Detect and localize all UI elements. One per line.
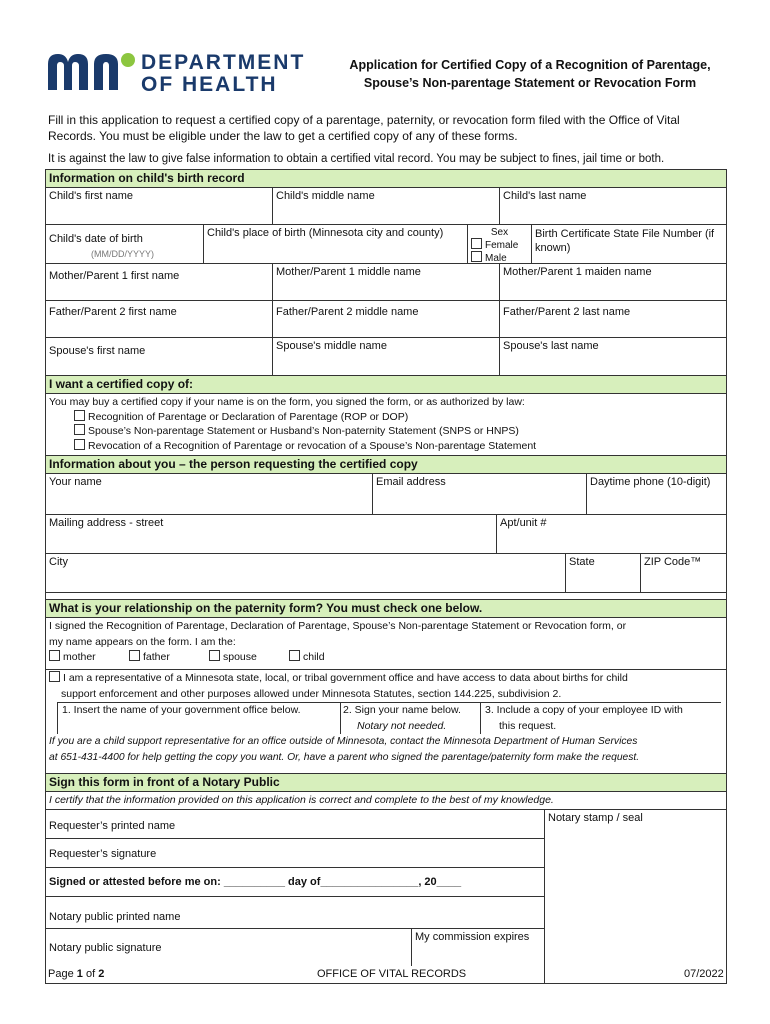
mother-maiden-field[interactable] bbox=[500, 264, 726, 300]
signed-date-field[interactable] bbox=[46, 868, 544, 897]
female-label: Female bbox=[485, 240, 519, 251]
step-3-line-1: 3. Include a copy of your employee ID with bbox=[485, 704, 683, 716]
child-dob-label: Child's date of birth bbox=[49, 233, 143, 245]
step-1: 1. Insert the name of your government office below. bbox=[57, 702, 341, 734]
notary-printed-name-field[interactable] bbox=[46, 897, 544, 929]
representative-option[interactable] bbox=[49, 671, 723, 687]
requester-signature-field[interactable] bbox=[46, 839, 544, 868]
mother-middle-label: Mother/Parent 1 middle name bbox=[276, 266, 421, 278]
child-pob-field[interactable] bbox=[204, 225, 468, 263]
child-first-name-field[interactable] bbox=[46, 188, 273, 224]
rop-label: Recognition of Parentage or Declaration of Parentage (ROP or DOP) bbox=[88, 410, 409, 423]
section-relationship-header: What is your relationship on the paternity form? You must check one below. bbox=[46, 600, 726, 618]
snps-checkbox[interactable] bbox=[74, 424, 85, 435]
mother-first-label: Mother/Parent 1 first name bbox=[49, 270, 180, 282]
rep-steps bbox=[57, 702, 723, 734]
father-last-field[interactable] bbox=[500, 301, 726, 337]
notary-stamp-label: Notary stamp / seal bbox=[548, 812, 643, 824]
requester-row-1 bbox=[46, 474, 726, 515]
spouse-first-label: Spouse's first name bbox=[49, 345, 146, 357]
section-copy-header: I want a certified copy of: bbox=[46, 376, 726, 394]
father-middle-label: Father/Parent 2 middle name bbox=[276, 306, 419, 318]
requester-row-3 bbox=[46, 554, 726, 593]
child-dob-field[interactable] bbox=[46, 225, 204, 263]
father-label: father bbox=[143, 651, 170, 663]
revocation-label: Revocation of a Recognition of Parentage or revocation of a Spouse’s Non-parentage Statement bbox=[88, 439, 537, 452]
mn-logo-icon bbox=[46, 50, 136, 92]
title-line-1: Application for Certified Copy of a Recognition of Parentage, bbox=[349, 58, 711, 72]
copy-options bbox=[46, 394, 726, 456]
spouse-first-field[interactable] bbox=[46, 338, 273, 375]
father-checkbox[interactable] bbox=[129, 650, 140, 661]
commission-expires-field[interactable] bbox=[412, 929, 544, 966]
mdh-logo bbox=[46, 50, 306, 96]
mother-middle-field[interactable] bbox=[273, 264, 500, 300]
phone-label: Daytime phone (10-digit) bbox=[590, 476, 711, 488]
step-3 bbox=[481, 702, 721, 734]
email-label: Email address bbox=[376, 476, 446, 488]
child-option[interactable] bbox=[289, 650, 369, 666]
male-label: Male bbox=[485, 253, 507, 264]
mailing-street-field[interactable] bbox=[46, 515, 497, 553]
your-name-label: Your name bbox=[49, 476, 102, 488]
female-checkbox[interactable] bbox=[471, 238, 482, 249]
copy-option-revocation[interactable] bbox=[49, 439, 723, 454]
copy-option-rop[interactable] bbox=[49, 410, 723, 425]
phone-field[interactable] bbox=[587, 474, 726, 514]
child-birth-row bbox=[46, 225, 726, 264]
spouse-checkbox[interactable] bbox=[209, 650, 220, 661]
signed-date-prefix: Signed or attested before me on: bbox=[49, 876, 221, 888]
email-field[interactable] bbox=[373, 474, 587, 514]
page-number bbox=[48, 968, 104, 980]
rop-checkbox[interactable] bbox=[74, 410, 85, 421]
step-2-line-1: 2. Sign your name below. bbox=[343, 704, 461, 716]
notary-signature-label: Notary public signature bbox=[49, 942, 162, 954]
outside-mn-note-2: at 651-431-4400 for help getting the copy you want. Or, have a parent who signed the parentage/paternity form make the request. bbox=[49, 752, 640, 763]
father-first-field[interactable] bbox=[46, 301, 273, 337]
step-2 bbox=[341, 702, 481, 734]
mother-maiden-label: Mother/Parent 1 maiden name bbox=[503, 266, 652, 278]
mother-option[interactable] bbox=[49, 650, 129, 666]
page-prefix: Page bbox=[48, 968, 74, 980]
child-label: child bbox=[303, 651, 325, 663]
footer-date: 07/2022 bbox=[684, 968, 724, 980]
department-name bbox=[141, 52, 305, 96]
section-child-header: Information on child's birth record bbox=[46, 170, 726, 188]
state-field[interactable] bbox=[566, 554, 641, 592]
spouse-last-label: Spouse's last name bbox=[503, 340, 599, 352]
bc-file-number-label: Birth Certificate State File Number (if known) bbox=[535, 228, 715, 254]
father-first-label: Father/Parent 2 first name bbox=[49, 306, 177, 318]
footer-office: OFFICE OF VITAL RECORDS bbox=[317, 968, 467, 980]
state-label: State bbox=[569, 556, 595, 568]
father-row bbox=[46, 301, 726, 338]
child-checkbox[interactable] bbox=[289, 650, 300, 661]
father-option[interactable] bbox=[129, 650, 209, 666]
copy-intro: You may buy a certified copy if your name is on the form, you signed the form, or as authorized by law: bbox=[49, 396, 525, 408]
spouse-option[interactable] bbox=[209, 650, 289, 666]
female-option[interactable] bbox=[471, 238, 528, 251]
intro-text: Fill in this application to request a certified copy of a parentage, paternity, or revocation form filed with the Office of Vital Records. You must be eligible under the law to get a certified copy of any of these forms. bbox=[48, 113, 680, 143]
child-last-name-field[interactable] bbox=[500, 188, 726, 224]
spouse-middle-label: Spouse's middle name bbox=[276, 340, 387, 352]
male-checkbox[interactable] bbox=[471, 251, 482, 262]
step-2-line-2: Notary not needed. bbox=[357, 719, 447, 732]
step-3-line-2: this request. bbox=[499, 719, 557, 732]
page-total: 2 bbox=[98, 968, 105, 980]
snps-label: Spouse’s Non-parentage Statement or Husband’s Non-paternity Statement (SNPS or HNPS) bbox=[88, 425, 519, 437]
form-title bbox=[330, 56, 730, 92]
spacer bbox=[46, 593, 726, 600]
requester-printed-name-label: Requester’s printed name bbox=[49, 820, 176, 832]
spouse-label: spouse bbox=[223, 651, 257, 663]
relationship-checkboxes bbox=[49, 650, 723, 666]
child-last-name-label: Child's last name bbox=[503, 190, 587, 202]
requester-printed-name-field[interactable] bbox=[46, 810, 544, 839]
requester-signature-label: Requester’s signature bbox=[49, 848, 157, 860]
commission-expires-label: My commission expires bbox=[415, 931, 530, 943]
page-num: 1 bbox=[76, 968, 83, 980]
city-field[interactable] bbox=[46, 554, 566, 592]
spouse-row bbox=[46, 338, 726, 376]
zip-field[interactable] bbox=[641, 554, 726, 592]
logo-line-2: OF HEALTH bbox=[141, 73, 278, 96]
notary-printed-name-label: Notary public printed name bbox=[49, 911, 181, 923]
notary-block bbox=[46, 810, 726, 983]
rep-line-1: I am a representative of a Minnesota state, local, or tribal government office and have access to data about births for child bbox=[63, 672, 628, 684]
spouse-last-field[interactable] bbox=[500, 338, 726, 375]
apt-label: Apt/unit # bbox=[500, 517, 547, 529]
sex-field bbox=[468, 225, 532, 263]
application-form bbox=[45, 169, 727, 984]
relationship-line-1: I signed the Recognition of Parentage, Declaration of Parentage, Spouse’s Non-parentage Statement or Revocation form, or bbox=[49, 620, 627, 632]
your-name-field[interactable] bbox=[46, 474, 373, 514]
logo-line-1: DEPARTMENT bbox=[141, 51, 306, 74]
child-name-row bbox=[46, 188, 726, 225]
warning-text: It is against the law to give false information to obtain a certified vital record. You may be subject to fines, jail time or both. bbox=[48, 153, 665, 165]
signed-date-blanks: __________ day of________________, 20____ bbox=[223, 876, 462, 888]
notary-stamp-area bbox=[545, 810, 726, 983]
relationship-line-2: my name appears on the form. I am the: bbox=[49, 635, 236, 648]
spouse-middle-field[interactable] bbox=[273, 338, 500, 375]
mailing-street-label: Mailing address - street bbox=[49, 517, 164, 529]
representative-section bbox=[46, 670, 726, 774]
child-first-name-label: Child's first name bbox=[49, 190, 134, 202]
rep-line-2: support enforcement and other purposes allowed under Minnesota Statutes, section 144.225, subdivision 2. bbox=[61, 687, 562, 700]
mother-first-field[interactable] bbox=[46, 264, 273, 300]
section-notary-header: Sign this form in front of a Notary Public bbox=[46, 774, 726, 792]
zip-label: ZIP Code™ bbox=[644, 556, 702, 568]
page-of: of bbox=[85, 968, 96, 980]
section-requester-header: Information about you – the person requesting the certified copy bbox=[46, 456, 726, 474]
dob-hint: (MM/DD/YYYY) bbox=[91, 249, 154, 259]
requester-row-2 bbox=[46, 515, 726, 554]
certify-statement: I certify that the information provided on this application is correct and complete to the best of my knowledge. bbox=[46, 792, 726, 810]
apt-field[interactable] bbox=[497, 515, 726, 553]
child-pob-label: Child's place of birth (Minnesota city and county) bbox=[207, 227, 444, 239]
father-middle-field[interactable] bbox=[273, 301, 500, 337]
revocation-checkbox[interactable] bbox=[74, 439, 85, 450]
mother-checkbox[interactable] bbox=[49, 650, 60, 661]
sex-label: Sex bbox=[490, 227, 509, 238]
city-label: City bbox=[49, 556, 68, 568]
copy-option-snps[interactable] bbox=[49, 424, 723, 439]
male-option[interactable] bbox=[471, 251, 528, 264]
relationship-options bbox=[46, 618, 726, 670]
outside-mn-note-1: If you are a child support representative for an office outside of Minnesota, contact the Minnesota Department of Human Services bbox=[49, 736, 638, 747]
mother-row bbox=[46, 264, 726, 301]
notary-sig-row bbox=[46, 929, 544, 966]
title-line-2: Spouse’s Non-parentage Statement or Revocation Form bbox=[363, 76, 697, 90]
mother-label: mother bbox=[63, 651, 96, 663]
father-last-label: Father/Parent 2 last name bbox=[503, 306, 631, 318]
representative-checkbox[interactable] bbox=[49, 671, 60, 682]
notary-signature-field[interactable] bbox=[46, 929, 412, 966]
bc-file-number-field[interactable] bbox=[532, 225, 726, 263]
child-middle-name-label: Child's middle name bbox=[276, 190, 375, 202]
notary-left bbox=[46, 810, 545, 983]
child-middle-name-field[interactable] bbox=[273, 188, 500, 224]
